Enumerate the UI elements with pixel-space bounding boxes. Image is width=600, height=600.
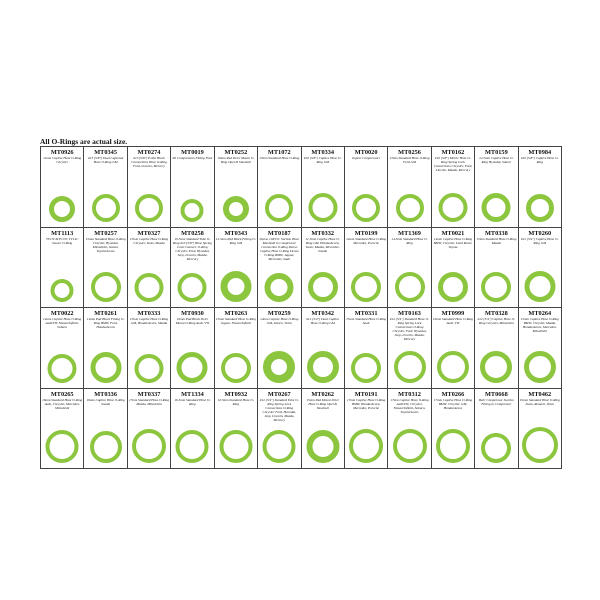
part-description: Import Compressors bbox=[352, 156, 381, 160]
oring-actual-size-icon bbox=[90, 431, 122, 463]
oring-actual-size-icon bbox=[308, 272, 338, 302]
part-number: MT0331 bbox=[354, 310, 378, 317]
part-description: 19mm Standard Hose O-Ring Isuzu, Renault, Volvo bbox=[519, 397, 560, 406]
oring-cell bbox=[128, 308, 171, 389]
part-number: MT0260 bbox=[528, 229, 552, 237]
part-description: 14mm Pad Block Fitting O-Ring BMW, Ford, Honda/Acura bbox=[86, 317, 125, 330]
part-description: #12 (3/4") Dual Captive Hose O-Ring GM bbox=[306, 317, 340, 326]
oring-cell bbox=[475, 308, 518, 389]
oring-cell bbox=[302, 147, 345, 228]
part-number: MT0257 bbox=[94, 229, 117, 237]
part-number: MT0984 bbox=[528, 149, 552, 156]
part-number: MT0267 bbox=[267, 390, 291, 398]
oring-cell bbox=[432, 147, 475, 228]
part-number: MT0187 bbox=[267, 229, 291, 237]
oring-cell bbox=[432, 308, 475, 389]
oring-chart-grid bbox=[40, 146, 562, 469]
oring-cell bbox=[84, 308, 127, 389]
part-number: MT0334 bbox=[311, 149, 335, 156]
oring-actual-size-icon bbox=[132, 429, 166, 463]
oring-cell bbox=[432, 389, 475, 470]
oring-cell bbox=[41, 147, 84, 228]
part-description: 16.5mm Standard Hose O-Ring bbox=[174, 397, 211, 406]
part-number: MT0022 bbox=[50, 310, 74, 317]
part-description: 14.5mm Standard Hose O-Ring bbox=[391, 236, 428, 245]
part-number: MT1334 bbox=[181, 390, 204, 398]
part-description: #10 (5/8") Metric Hose O-Ring Spring Lock Connections Chrysler, Ford, Lincoln, Mazda, Mercury bbox=[433, 156, 473, 173]
part-number: MT0333 bbox=[137, 310, 161, 317]
oring-cell bbox=[258, 228, 301, 309]
oring-actual-size-icon bbox=[92, 194, 120, 222]
part-description: 14mm Captive Hose O-Ring BMW, Chrysler, Land Rover, Toyota bbox=[433, 236, 473, 249]
part-description: TV13C&TV13C TV14C Sensor O-Ring bbox=[46, 236, 79, 245]
oring-actual-size-icon bbox=[91, 272, 121, 302]
oring-actual-size-icon bbox=[396, 194, 424, 222]
part-number: MT0345 bbox=[94, 149, 117, 156]
oring-cell bbox=[519, 228, 562, 309]
oring-actual-size-icon bbox=[223, 196, 249, 222]
oring-actual-size-icon bbox=[135, 354, 164, 383]
part-number: MT0265 bbox=[50, 390, 74, 398]
part-description: 11.5mm Captive Hose O-Ring GM, Honda/Acura, Isuzu, Mazda, Mercedes, Suzuki bbox=[305, 236, 340, 253]
part-number: MT0252 bbox=[224, 149, 248, 156]
oring-actual-size-icon bbox=[263, 351, 295, 383]
oring-cell bbox=[215, 389, 258, 470]
oring-actual-size-icon bbox=[437, 351, 469, 383]
oring-actual-size-icon bbox=[481, 272, 511, 302]
part-number: MT0668 bbox=[484, 390, 508, 398]
part-number: MT0926 bbox=[50, 149, 74, 156]
oring-cell bbox=[84, 228, 127, 309]
oring-cell bbox=[128, 147, 171, 228]
part-description: #12 (3/4") Standard Hose O-Ring Spring Lock Connections O-Ring Chrysler, Ford, Hyundai, Jeep, Lincoln, Mazda, Mercury bbox=[389, 317, 430, 342]
oring-actual-size-icon bbox=[524, 351, 556, 383]
part-description: 10mm Pad Drier Mount O-Ring Opel & Vauxhall bbox=[217, 156, 255, 165]
oring-cell bbox=[519, 389, 562, 470]
oring-actual-size-icon bbox=[176, 430, 209, 463]
oring-actual-size-icon bbox=[438, 193, 467, 222]
oring-cell bbox=[128, 389, 171, 470]
part-description: 17mm Captive Hose O-Ring BMW, Chrysler, GM, Honda/Acura bbox=[433, 397, 473, 410]
oring-cell bbox=[475, 389, 518, 470]
oring-cell bbox=[345, 308, 388, 389]
oring-cell bbox=[128, 228, 171, 309]
oring-actual-size-icon bbox=[307, 351, 339, 383]
part-description: #10 (5/8") Captive Hose O-Ring bbox=[520, 156, 559, 165]
part-description: 16mm Standard Hose O-Ring Audi, Chrysler, Mercedes, Mitsubishi bbox=[42, 397, 83, 410]
part-description: 10.5mm Standard Tube O-Ring #10 (3/8") Hose Spring Lock Connect. O-Ring Chrysler, Ford, Hyundai, Jeep, Lincoln, Mazda, Mercury bbox=[173, 236, 212, 261]
part-description: #12 (3/4") Captive Hose O-Ring Chrysler, Mitsubishi bbox=[477, 317, 516, 326]
part-description: 17mm Standard Hose O-Ring Mazda, Mitsubishi bbox=[128, 397, 170, 406]
oring-cell bbox=[345, 228, 388, 309]
part-description: #12 (3/4") Standard Tube O-Ring Spring Lock Connections O-Ring Chrysler Ford, Hyundai, Jeep, Lincoln, Mazda, Mercury bbox=[259, 397, 299, 422]
part-description: Denso 10P15C Suction Hose Manifold to Compressor Connection O-Ring Denso Captive Hose O-Ring Denso O-Ring BMW, Jaguar, Mercedes, Saab bbox=[259, 236, 300, 261]
part-description: 13mm Standard Hose O-Ring bbox=[259, 156, 300, 160]
oring-cell bbox=[258, 147, 301, 228]
part-number: MT0019 bbox=[181, 149, 204, 156]
oring-actual-size-icon bbox=[46, 430, 79, 463]
oring-cell bbox=[171, 308, 214, 389]
oring-actual-size-icon bbox=[49, 196, 75, 222]
part-description: 16mm Standard Hose O-Ring Audi, VW bbox=[432, 317, 473, 326]
oring-cell bbox=[475, 147, 518, 228]
oring-actual-size-icon bbox=[394, 351, 426, 383]
oring-cell bbox=[388, 308, 431, 389]
oring-actual-size-icon bbox=[135, 194, 163, 222]
oring-cell bbox=[215, 308, 258, 389]
oring-cell bbox=[215, 147, 258, 228]
oring-actual-size-icon bbox=[524, 271, 555, 302]
oring-actual-size-icon bbox=[181, 199, 204, 222]
part-description: 15mm Standard Hose O-Ring Saab bbox=[346, 317, 387, 326]
part-number: MT0262 bbox=[311, 390, 335, 398]
part-number: MT0021 bbox=[441, 229, 465, 237]
part-number: MT0342 bbox=[311, 310, 335, 317]
oring-cell bbox=[41, 308, 84, 389]
part-number: MT0199 bbox=[354, 229, 378, 237]
oring-actual-size-icon bbox=[265, 194, 293, 222]
oring-actual-size-icon bbox=[221, 353, 251, 383]
part-number: MT0328 bbox=[484, 310, 508, 317]
oring-actual-size-icon bbox=[219, 430, 252, 463]
oring-cell bbox=[519, 308, 562, 389]
part-number: MT0343 bbox=[224, 229, 248, 237]
oring-cell bbox=[302, 308, 345, 389]
part-number: MT0930 bbox=[181, 310, 204, 317]
part-description: 14mm Standard Hose O-Ring Mercedes, Porsche bbox=[346, 236, 387, 245]
oring-actual-size-icon bbox=[90, 352, 121, 383]
part-description: 15mm Standard Hose O-Ring Chrysler, Hyundai, Mitsubishi, Suzuki, Toyota/Lexus bbox=[85, 236, 126, 253]
oring-cell bbox=[258, 389, 301, 470]
part-description: 15mm Standard Hose O-Ring Mazda bbox=[476, 236, 517, 245]
oring-actual-size-icon bbox=[177, 352, 208, 383]
part-number: MT0261 bbox=[94, 310, 117, 317]
part-description: 16mm Pad Block Drier Mount O-Ring Audi, VW bbox=[175, 317, 210, 326]
oring-actual-size-icon bbox=[352, 194, 380, 222]
part-number: MT0266 bbox=[441, 390, 465, 398]
part-description: 17mm Captive Hose O-Ring BMW, Honda/Acura, Mercedes, Porsche bbox=[346, 397, 386, 410]
oring-actual-size-icon bbox=[51, 279, 74, 302]
oring-actual-size-icon bbox=[48, 354, 77, 383]
part-number: MT0336 bbox=[94, 390, 117, 398]
part-description: 12.5mm Captive Hose O-Ring Hyundai, Saturn bbox=[479, 156, 514, 165]
oring-cell bbox=[171, 147, 214, 228]
part-description: #12 (3/4") Captive Hose O-Ring GM bbox=[520, 236, 559, 245]
oring-cell bbox=[475, 228, 518, 309]
page-heading: All O-Rings are actual size. bbox=[40, 137, 128, 146]
part-description: #13 (5/8") P-Nut Block Connections Hose O-Ring Ford, Lincoln, Mercury bbox=[131, 156, 167, 169]
part-number: MT0312 bbox=[398, 390, 421, 398]
oring-cell bbox=[258, 308, 301, 389]
part-description: 17mm Captive Hose O-Ring Audi/VW, Chrysler, Nissan/Infiniti, Subaru, Toyota/Lexus bbox=[390, 397, 429, 414]
oring-cell bbox=[171, 228, 214, 309]
oring-actual-size-icon bbox=[436, 429, 470, 463]
part-number: MT0462 bbox=[528, 390, 552, 398]
oring-actual-size-icon bbox=[522, 427, 558, 463]
oring-actual-size-icon bbox=[135, 273, 164, 302]
oring-cell bbox=[84, 389, 127, 470]
part-number: MT0932 bbox=[224, 390, 248, 398]
part-description: #13 (5/8") Dual Captured Hose O-Ring GM bbox=[88, 156, 124, 165]
oring-actual-size-icon bbox=[351, 353, 381, 383]
oring-actual-size-icon bbox=[263, 430, 296, 463]
oring-actual-size-icon bbox=[526, 194, 554, 222]
oring-actual-size-icon bbox=[395, 272, 425, 302]
oring-cell bbox=[345, 147, 388, 228]
part-description: 16.5mm Standard Hose O-Ring bbox=[217, 397, 254, 406]
part-number: MT0163 bbox=[398, 310, 421, 317]
part-description: 12.5mm Pad Block Fitting O-Ring GM bbox=[215, 236, 256, 245]
part-number: MT0264 bbox=[528, 310, 552, 317]
part-number: MT0162 bbox=[441, 149, 465, 156]
part-description: 15mm Captive Hose O-Ring BMW, Chrysler, Mazda, Honda/Acura, Mercedes, Mitsubishi bbox=[520, 317, 559, 334]
oring-cell bbox=[41, 389, 84, 470]
part-number: MT0259 bbox=[267, 310, 291, 317]
part-number: MT0191 bbox=[354, 390, 378, 398]
part-number: MT1113 bbox=[51, 229, 74, 237]
oring-cell bbox=[171, 389, 214, 470]
part-number: MT0258 bbox=[181, 229, 204, 237]
oring-actual-size-icon bbox=[265, 273, 294, 302]
oring-cell bbox=[84, 147, 127, 228]
oring-cell bbox=[519, 147, 562, 228]
oring-cell bbox=[388, 147, 431, 228]
part-description: 14mm Captive Hose O-Ring Audi/VW Nissan/Infiniti, Subaru bbox=[43, 317, 82, 330]
oring-cell bbox=[432, 228, 475, 309]
part-number: MT0337 bbox=[137, 390, 161, 398]
part-number: MT0274 bbox=[137, 149, 161, 156]
part-description: 13mm Standard Hose O-Ring Ford GM bbox=[389, 156, 430, 165]
oring-actual-size-icon bbox=[393, 429, 427, 463]
oring-cell bbox=[302, 228, 345, 309]
oring-actual-size-icon bbox=[220, 271, 251, 302]
oring-cell bbox=[215, 228, 258, 309]
oring-actual-size-icon bbox=[482, 193, 511, 222]
oring-cell bbox=[302, 389, 345, 470]
part-number: MT0332 bbox=[311, 229, 335, 237]
part-description: 15mm Standard Hose O-Ring Jaguar, Nissan/Infiniti bbox=[215, 317, 256, 326]
part-number: MT0338 bbox=[484, 229, 508, 237]
oring-actual-size-icon bbox=[351, 272, 381, 302]
oring-cell bbox=[388, 389, 431, 470]
oring-actual-size-icon bbox=[481, 433, 511, 463]
oring-actual-size-icon bbox=[306, 430, 339, 463]
part-number: MT0327 bbox=[137, 229, 161, 237]
part-description: 13mm Captive Hose O-Ring Chrysler, Isuzu, Mazda bbox=[129, 236, 169, 245]
part-number: MT1072 bbox=[267, 149, 291, 156]
part-number: MT0159 bbox=[484, 149, 508, 156]
part-number: MT0263 bbox=[224, 310, 248, 317]
part-description: #10 (5/8") Captive Hose O-Ring GM bbox=[303, 156, 342, 165]
part-description: Behr Compressor Suction Fitting to Compressor bbox=[478, 397, 514, 406]
oring-actual-size-icon bbox=[178, 273, 207, 302]
part-number: MT0020 bbox=[354, 149, 378, 156]
oring-actual-size-icon bbox=[308, 193, 337, 222]
part-description: #6 Compression Fitting Ford bbox=[172, 156, 213, 160]
part-number: MT1369 bbox=[398, 229, 421, 237]
part-description: 15mm Pad Mount Drier Hose O-Ring Opel & Vauxhall bbox=[306, 397, 340, 410]
part-number: MT0999 bbox=[441, 310, 465, 317]
part-description: 14mm Captive Hose O-Ring GM, Saturn, Volvo bbox=[260, 317, 299, 326]
oring-actual-size-icon bbox=[480, 351, 512, 383]
oring-cell bbox=[41, 228, 84, 309]
part-description: 13mm Captive Hose O-Ring GM, Honda/Acura, Mazda bbox=[129, 317, 169, 326]
oring-actual-size-icon bbox=[349, 429, 383, 463]
part-number: MT0256 bbox=[398, 149, 421, 156]
part-description: 16mm Captive Hose O-Ring Suzuki bbox=[86, 397, 125, 406]
oring-actual-size-icon bbox=[438, 272, 468, 302]
part-description: 11mm Captive Hose O-Ring Chrysler bbox=[43, 156, 82, 165]
oring-cell bbox=[345, 389, 388, 470]
oring-cell bbox=[388, 228, 431, 309]
